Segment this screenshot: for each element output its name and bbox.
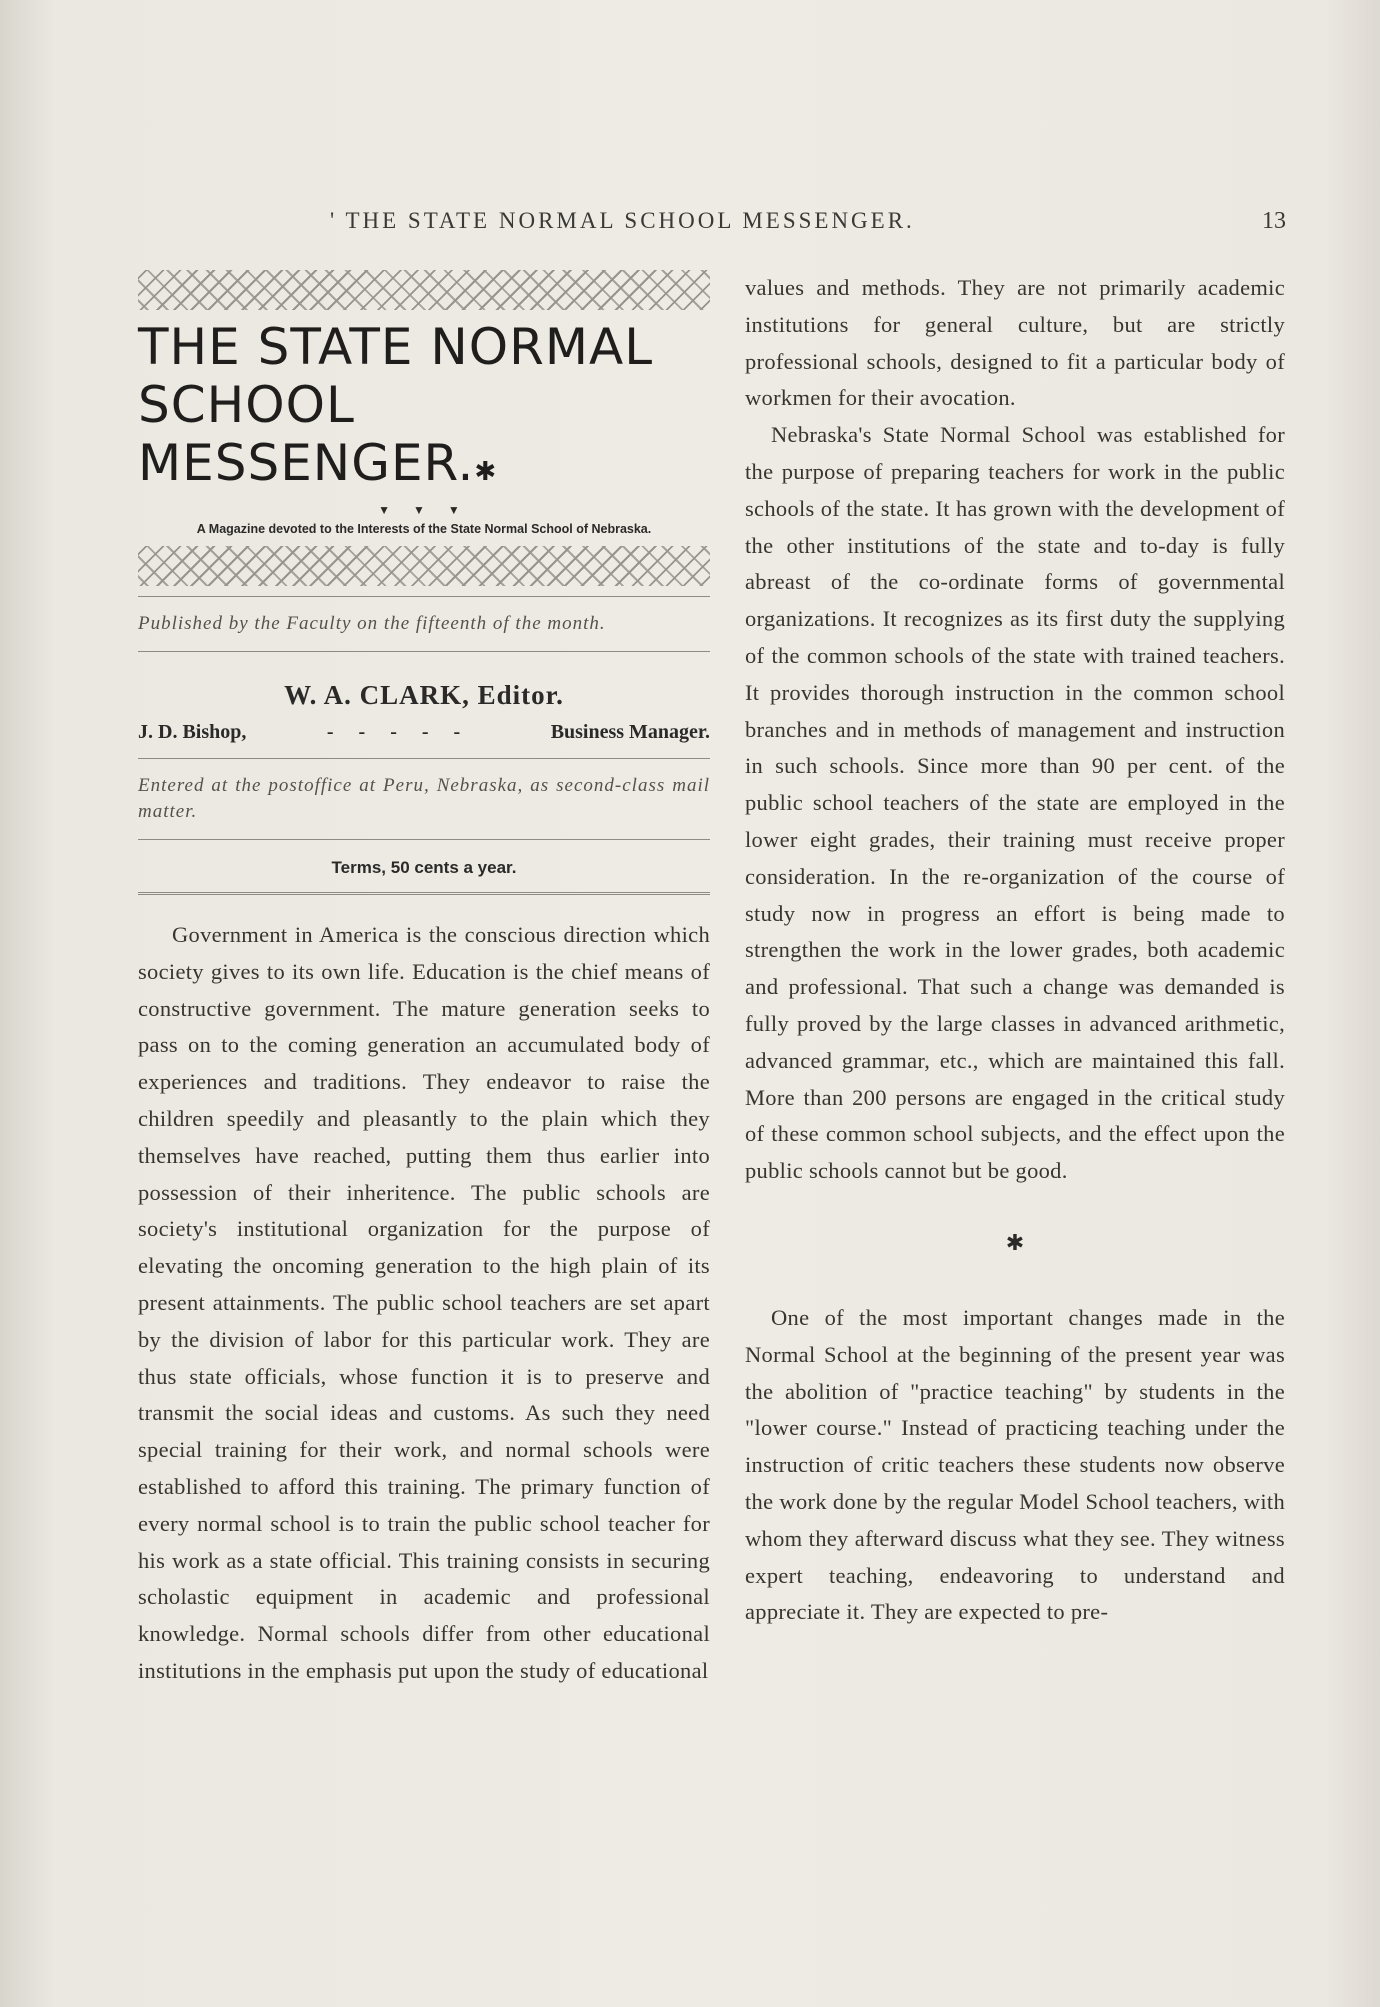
left-column — [138, 270, 710, 1690]
page-number: 13 — [1262, 208, 1286, 234]
editor-line: W. A. CLARK, Editor. — [284, 680, 564, 710]
entry-note: Entered at the postoffice at Peru, Nebraska, as second-class mail matter. — [138, 775, 710, 822]
masthead-tagline: A Magazine devoted to the Interests of the State Normal School of Nebraska. — [196, 522, 652, 536]
section-separator-icon: ✱ — [1005, 1229, 1025, 1255]
article-paragraph: values and methods. They are not primarily academic institutions for general culture, but are strictly professional schools, designed to fit a particular body of workmen for their avocation. — [745, 275, 1285, 411]
triangle-ornament: ▼ ▼ ▼ — [378, 503, 470, 517]
article-paragraph: Government in America is the conscious direction which society gives to its own life. Education is the chief means of constructive government. The mature generation seeks to pass on to the coming generation an accumulated body of experiences and traditions. They endeavor to raise the children speedily and pleasantly to the plain which they themselves have reached, putting them thus earlier into possession of their inheritence. The public schools are society's institutional organization for the purpose of elevating the oncoming generation to the high plain of its present attainments. The public school teachers are set apart by the division of labor for this particular work. They are thus state officials, whose function it is to preserve and transmit the social ideas and customs. As such they need special training for their work, and normal schools were established to afford this training. The primary function of every normal school is to train the public school teacher for his work as a state official. This training consists in securing scholastic equipment in academic and professional knowledge. Normal schools differ from other educational institutions in the emphasis put upon the study of educational — [138, 922, 710, 1683]
business-manager-line — [138, 721, 710, 744]
leaf-ornament-icon: ✱ — [474, 457, 498, 487]
manager-role: Business Manager. — [550, 721, 710, 743]
article-paragraph: Nebraska's State Normal School was established for the purpose of preparing teachers for work in the public schools of the state. It has grown with the development of the other institutions of the state and to-day is fully abreast of the co-ordinate forms of governmental organizations. It recognizes as its first duty the supplying of the common schools of the state with trained teachers. It provides thorough instruction in the common school branches and in methods of management and instruction in such schools. Since more than 90 per cent. of the public school teachers of the state are employed in the lower eight grades, their training must receive proper consideration. In the re-organization of the course of study now in progress an effort is being made to strengthen the work in the lower grades, both academic and professional. That such a change was demanded is fully proved by the large classes in advanced arithmetic, advanced grammar, etc., which are maintained this fall. More than 200 persons are engaged in the critical study of these common school subjects, and the effect upon the public schools cannot but be good. — [745, 422, 1285, 1184]
divider — [138, 758, 710, 759]
manager-leader-dots: - - - - - — [326, 721, 471, 743]
manager-name: J. D. Bishop, — [138, 721, 247, 743]
masthead-title-line1: THE STATE NORMAL — [138, 318, 654, 376]
published-note: Published by the Faculty on the fifteenth of the month. — [138, 613, 606, 634]
double-divider — [138, 892, 710, 895]
article-paragraph: One of the most important changes made in the Normal School at the beginning of the present year was the abolition of "practice teaching" by students in the "lower course." Instead of practicing teaching under the instruction of critic teachers these students now observe the work done by the regular Model School teachers, with whom they afterward discuss what they see. They witness expert teaching, endeavoring to understand and appreciate it. They are expected to pre- — [745, 1304, 1285, 1625]
bottom-ornament-border — [138, 546, 710, 586]
divider — [138, 596, 710, 597]
masthead-title-line2: SCHOOL MESSENGER. — [138, 376, 475, 492]
right-column — [745, 270, 1285, 1631]
running-head-title: ' THE STATE NORMAL SCHOOL MESSENGER. — [330, 208, 915, 233]
subscription-terms: Terms, 50 cents a year. — [331, 858, 517, 877]
divider — [138, 651, 710, 652]
divider — [138, 839, 710, 840]
masthead-title — [138, 318, 710, 501]
top-ornament-border — [138, 270, 710, 310]
